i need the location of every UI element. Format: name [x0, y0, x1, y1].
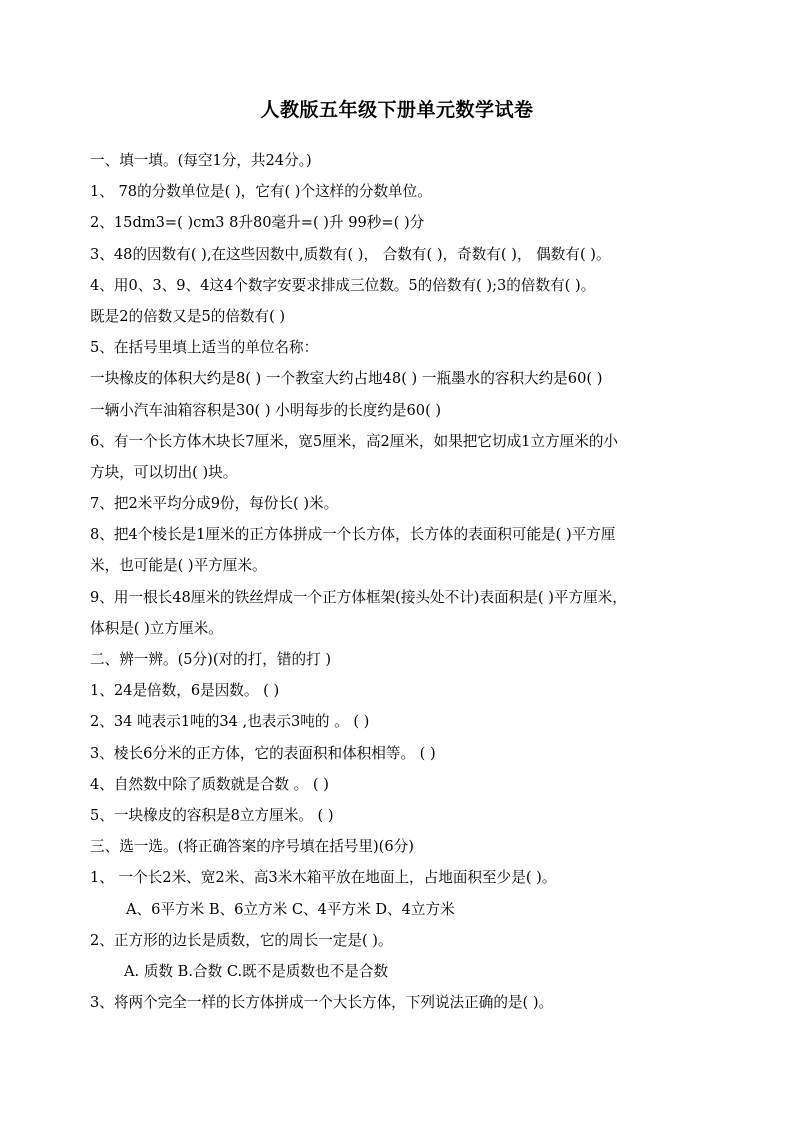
question-line: 1、24是倍数，6是因数。 ( ) — [90, 682, 280, 700]
question-line: 6、有一个长方体木块长7厘米，宽5厘米，高2厘米，如果把它切成1立方厘米的小 — [90, 432, 619, 450]
question-line: 7、把2米平均分成9份，每份长( )米。 — [90, 495, 339, 513]
answer-options: A. 质数 B.合数 C.既不是质数也不是合数 — [124, 962, 389, 980]
question-line: 2、正方形的边长是质数，它的周长一定是( )。 — [90, 931, 393, 949]
exam-body — [90, 145, 700, 1018]
question-line: 1、 78的分数单位是( )，它有( )个这样的分数单位。 — [90, 183, 432, 201]
question-line: 2、15dm3=( )cm3 8升80毫升=( )升 99秒=( )分 — [90, 214, 425, 232]
question-line: 4、用0、3、9、4这4个数字安要求排成三位数。5的倍数有( );3的倍数有( )。 — [90, 276, 596, 294]
question-line: 2、34 吨表示1吨的34 ,也表示3吨的 。 ( ) — [90, 713, 370, 731]
question-line: 3、棱长6分米的正方体，它的表面积和体积相等。 ( ) — [90, 744, 436, 762]
question-line: 一块橡皮的体积大约是8( ) 一个教室大约占地48( ) 一瓶墨水的容积大约是60( ) — [90, 370, 603, 388]
answer-options: A、6平方米 B、6立方米 C、4平方米 D、4立方米 — [126, 900, 455, 918]
question-line: 3、48的因数有( ),在这些因数中,质数有( )， 合数有( )，奇数有( )， 偶数有( )。 — [90, 245, 611, 263]
exam-title: 人教版五年级下册单元数学试卷 — [260, 99, 534, 121]
question-line: 3、将两个完全一样的长方体拼成一个大长方体，下列说法正确的是( )。 — [90, 994, 554, 1012]
question-line: 一辆小汽车油箱容积是30( ) 小明每步的长度约是60( ) — [90, 401, 442, 419]
section-heading-fill-in: 一、填一填。(每空1分，共24分。) — [90, 152, 312, 169]
question-line: 5、在括号里填上适当的单位名称： — [90, 339, 319, 357]
question-line: 米，也可能是( )平方厘米。 — [90, 557, 267, 575]
question-line: 既是2的倍数又是5的倍数有( ) — [90, 307, 286, 325]
question-line: 方块，可以切出( )块。 — [90, 463, 238, 481]
question-line: 5、一块橡皮的容积是8立方厘米。 ( ) — [90, 806, 334, 824]
question-line: 1、 一个长2米、宽2米、高3米木箱平放在地面上，占地面积至少是( )。 — [90, 869, 557, 887]
question-line: 9、用一根长48厘米的铁丝焊成一个正方体框架(接头处不计)表面积是( )平方厘米， — [90, 588, 627, 606]
section-heading-multiple-choice: 三、选一选。(将正确答案的序号填在括号里)(6分) — [90, 838, 414, 856]
question-line: 4、自然数中除了质数就是合数 。 ( ) — [90, 775, 329, 793]
question-line: 体积是( )立方厘米。 — [90, 619, 223, 637]
section-heading-true-false: 二、辨一辨。(5分)(对的打，错的打 ) — [90, 651, 332, 668]
question-line: 8、把4个棱长是1厘米的正方体拼成一个长方体，长方体的表面积可能是( )平方厘 — [90, 526, 616, 544]
